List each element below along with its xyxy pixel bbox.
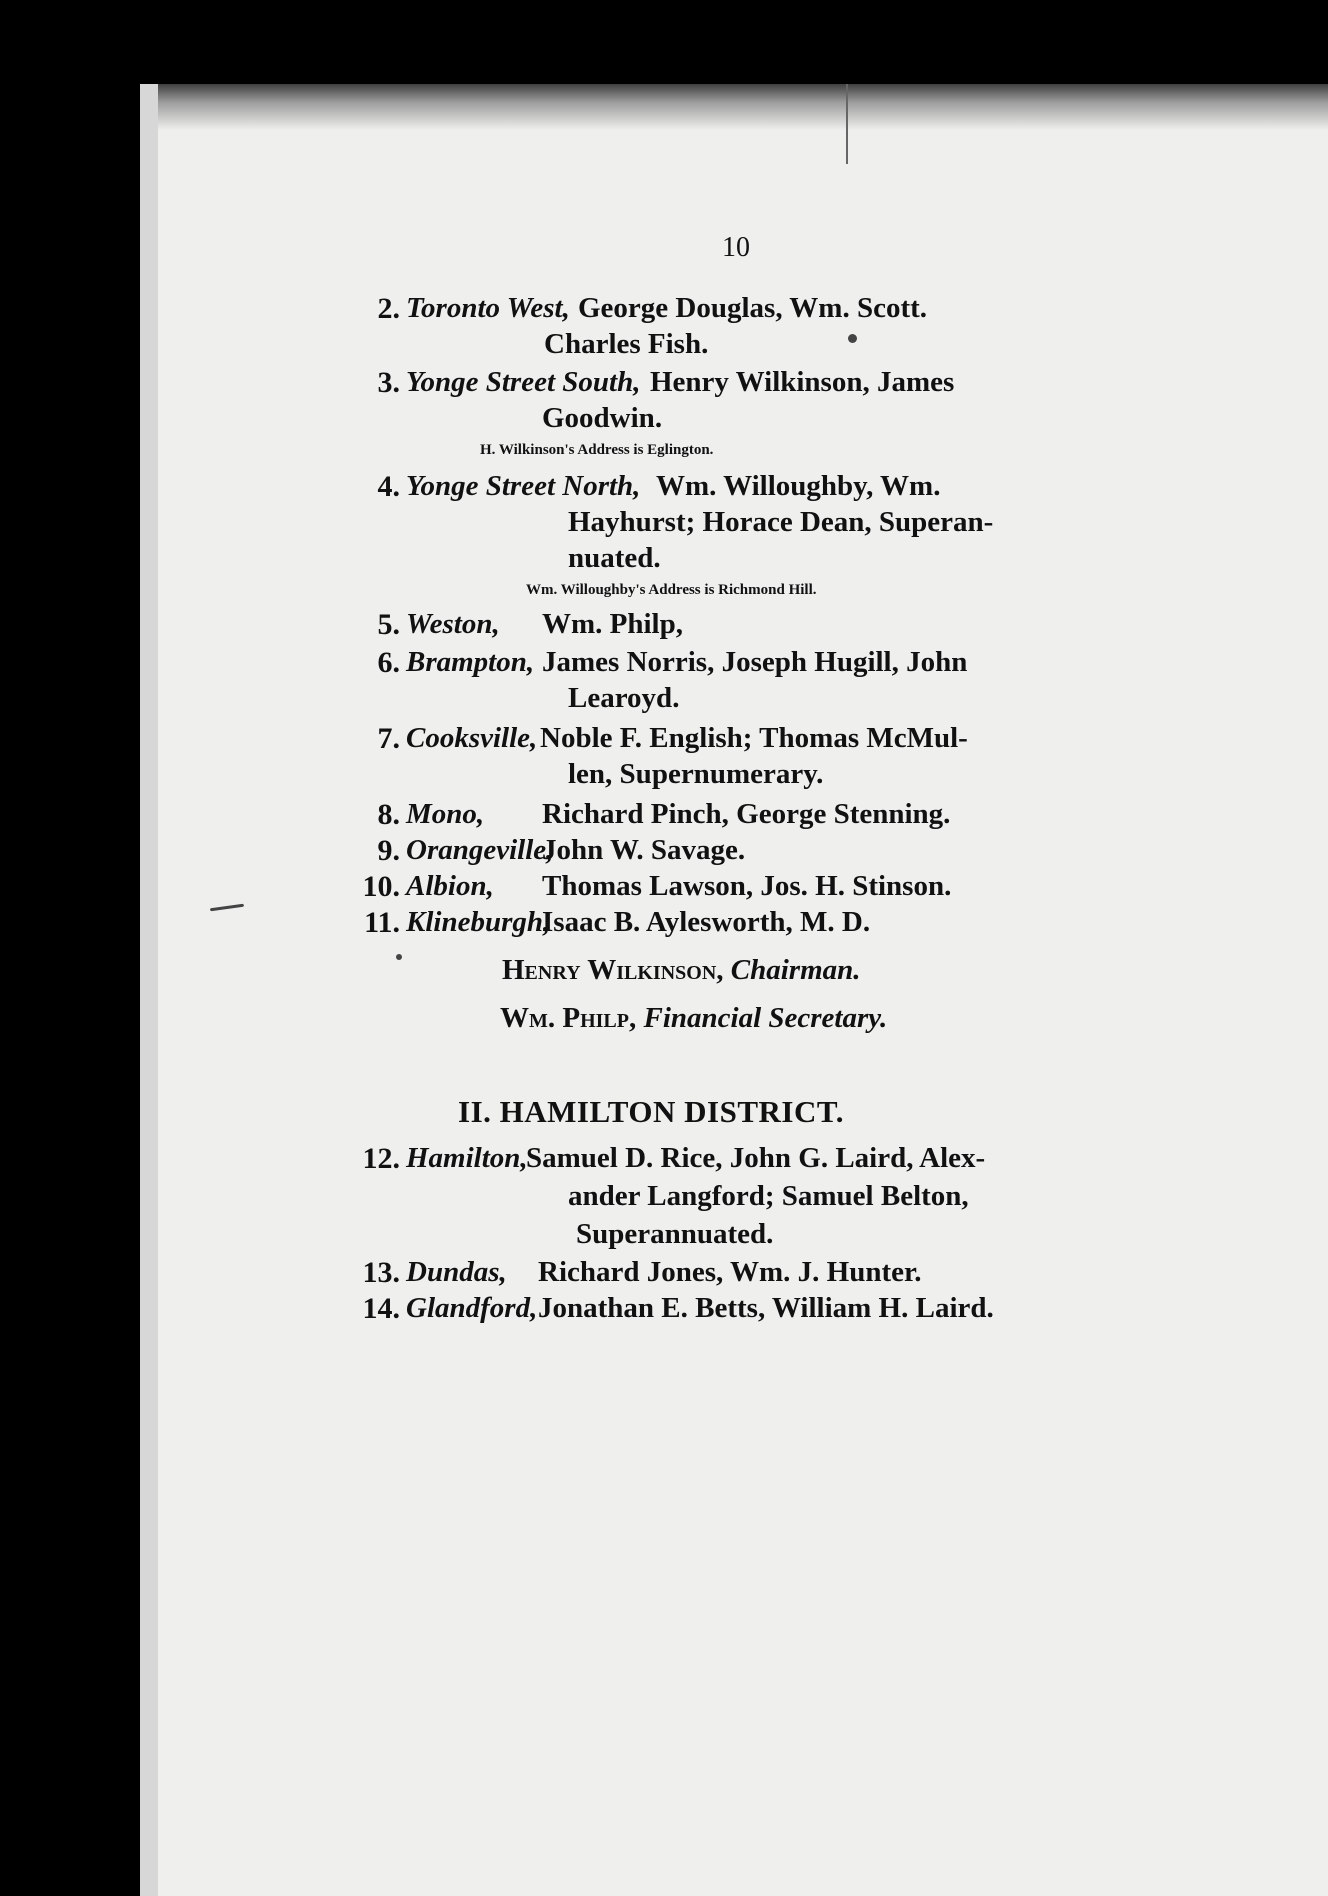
- preacher-names: Learoyd.: [568, 682, 680, 714]
- preacher-names: Noble F. English; Thomas McMul-: [540, 722, 968, 754]
- entry-number: 13.: [362, 1256, 400, 1289]
- chairman-name: Henry Wilkinson,: [502, 954, 724, 986]
- entry-number: 6.: [377, 646, 400, 679]
- entry-number: 3.: [377, 366, 400, 399]
- entry-number: 9.: [377, 834, 400, 867]
- entry-number: 4.: [377, 470, 400, 503]
- preacher-names: Charles Fish.: [544, 328, 709, 360]
- circuit-name: Toronto West,: [406, 292, 570, 324]
- preacher-names: Samuel D. Rice, John G. Laird, Alex-: [526, 1142, 986, 1174]
- ink-speck: [396, 954, 402, 960]
- preacher-names: nuated.: [568, 542, 661, 574]
- preacher-names: Henry Wilkinson, James: [650, 366, 955, 398]
- entry-number: 14.: [362, 1292, 400, 1325]
- circuit-name: Albion,: [406, 870, 494, 902]
- preacher-names: Superannuated.: [576, 1218, 774, 1250]
- page-top-shadow: [158, 84, 1328, 130]
- entry-number: 8.: [377, 798, 400, 831]
- preacher-names: Wm. Philp,: [542, 608, 683, 640]
- entry-number: 12.: [362, 1142, 400, 1175]
- entry-number: 10.: [362, 870, 400, 903]
- preacher-names: Richard Pinch, George Stenning.: [542, 798, 951, 830]
- preacher-names: Thomas Lawson, Jos. H. Stinson.: [542, 870, 952, 902]
- preacher-names: len, Supernumerary.: [568, 758, 824, 790]
- preacher-names: Goodwin.: [542, 402, 663, 434]
- address-note: H. Wilkinson's Address is Eglington.: [480, 442, 714, 458]
- circuit-name: Klineburgh,: [406, 906, 551, 938]
- book-page: [140, 84, 1328, 1896]
- preacher-names: ander Langford; Samuel Belton,: [568, 1180, 969, 1212]
- chairman-title: Chairman.: [730, 954, 861, 986]
- entry-number: 11.: [364, 906, 400, 939]
- address-note: Wm. Willoughby's Address is Richmond Hill.: [526, 582, 817, 598]
- entry-number: 2.: [377, 292, 400, 325]
- secretary-name: Wm. Philp,: [500, 1002, 637, 1034]
- circuit-name: Weston,: [406, 608, 500, 640]
- circuit-name: Glandford,: [406, 1292, 538, 1324]
- secretary-title: Financial Secretary.: [643, 1002, 888, 1034]
- circuit-name: Yonge Street North,: [406, 470, 641, 502]
- preacher-names: Isaac B. Aylesworth, M. D.: [542, 906, 871, 938]
- circuit-name: Yonge Street South,: [406, 366, 641, 398]
- ink-speck: [848, 334, 857, 343]
- chairman-signature: [502, 954, 861, 987]
- preacher-names: Hayhurst; Horace Dean, Superan-: [568, 506, 994, 538]
- page-number: 10: [722, 232, 750, 263]
- page-crease: [846, 84, 848, 164]
- entry-number: 7.: [377, 722, 400, 755]
- preacher-names: Wm. Willoughby, Wm.: [656, 470, 941, 502]
- circuit-name: Cooksville,: [406, 722, 538, 754]
- preacher-names: James Norris, Joseph Hugill, John: [542, 646, 968, 678]
- circuit-name: Hamilton,: [406, 1142, 528, 1174]
- ink-mark: [210, 904, 244, 912]
- circuit-name: Brampton,: [406, 646, 535, 678]
- preacher-names: Richard Jones, Wm. J. Hunter.: [538, 1256, 922, 1288]
- circuit-name: Orangeville,: [406, 834, 554, 866]
- secretary-signature: [500, 1002, 887, 1035]
- preacher-names: George Douglas, Wm. Scott.: [578, 292, 928, 324]
- circuit-name: Dundas,: [406, 1256, 507, 1288]
- circuit-name: Mono,: [406, 798, 485, 830]
- district-heading: II. HAMILTON DISTRICT.: [458, 1094, 844, 1129]
- preacher-names: John W. Savage.: [542, 834, 746, 866]
- preacher-names: Jonathan E. Betts, William H. Laird.: [538, 1292, 994, 1324]
- entry-number: 5.: [377, 608, 400, 641]
